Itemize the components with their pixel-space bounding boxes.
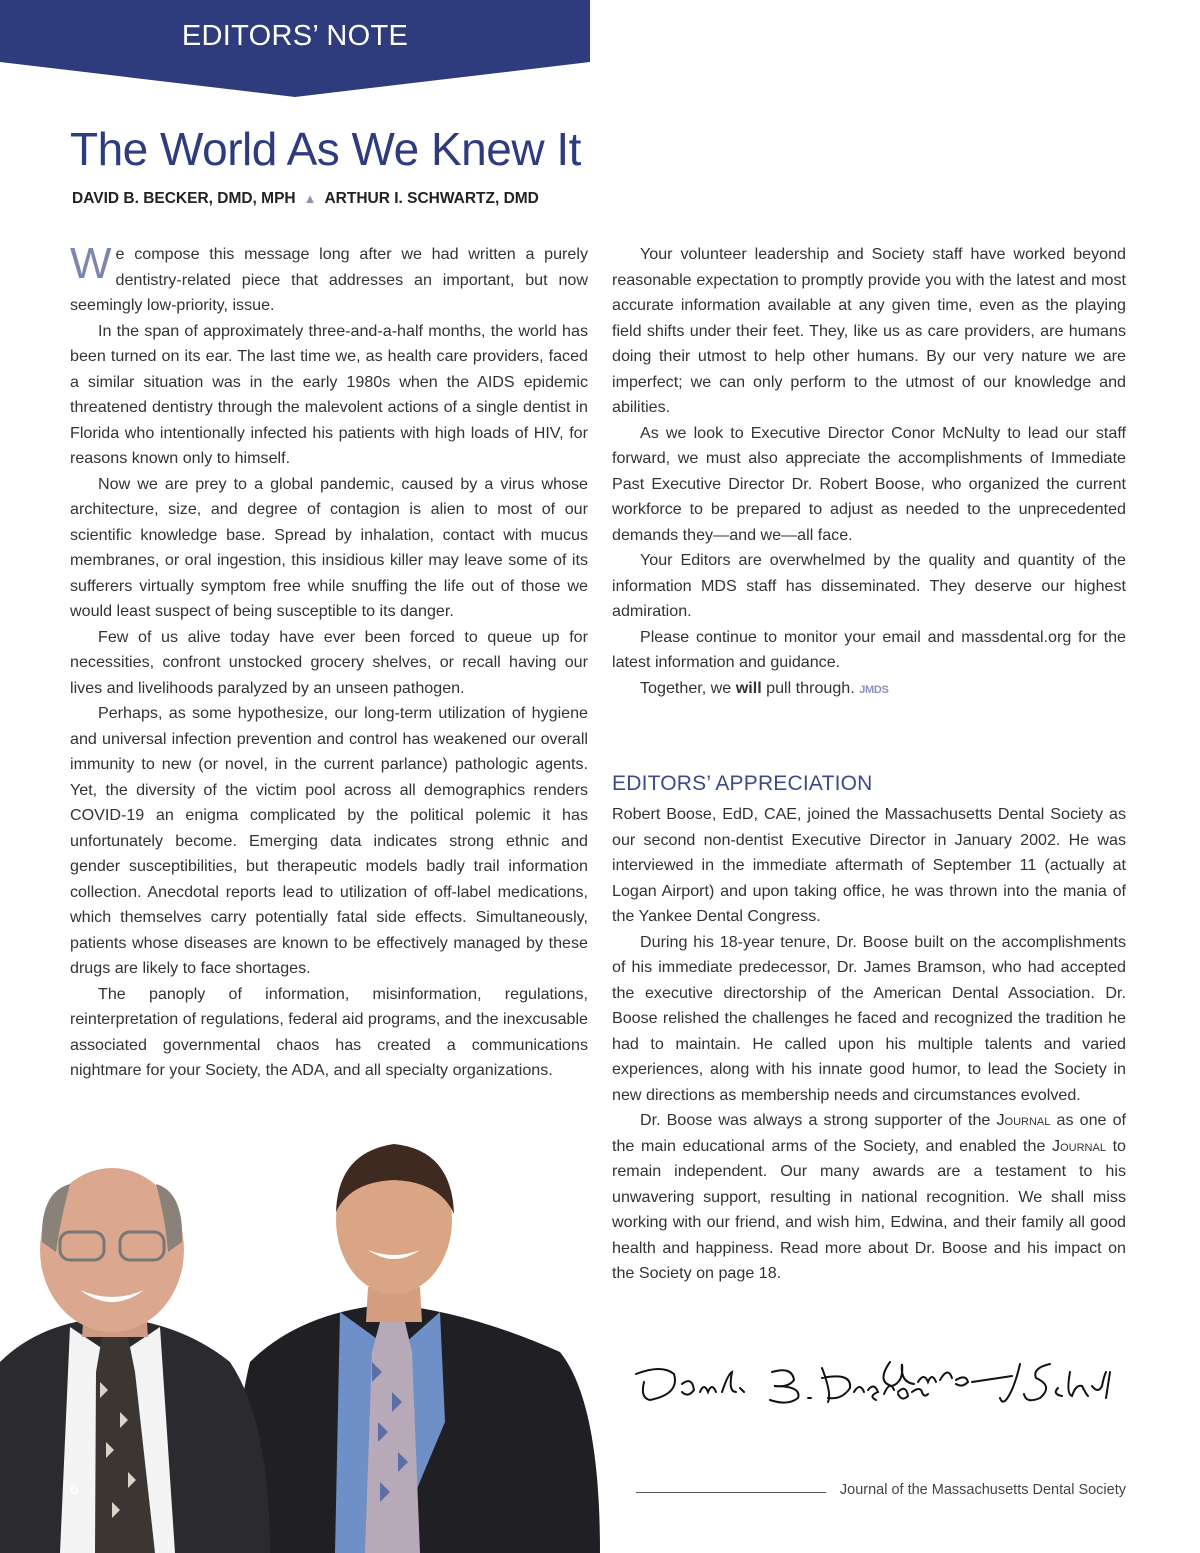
editor-signatures bbox=[622, 1342, 1112, 1422]
editor-photo-left bbox=[0, 1168, 270, 1553]
paragraph: Dr. Boose was always a strong supporter of the Journal as one of the main educational arms of the Society, and enabled the Journal to remain independent. Our many awards are a testament to his unwavering support, resulting in national recognition. We shall miss working with our friend, and wish him, Edwina, and their family all good health and happiness. Read more about Dr. Boose and his impact on the Society on page 18. bbox=[612, 1111, 1127, 1282]
paragraph: Perhaps, as some hypothesize, our long-term utilization of hygiene and universal infection prevention and control has weakened our overall immunity to new (or novel, in the current parlance) pathologic agents. Yet, the diversity of the victim pool across all demographics renders COVID-19 an enigma complicated by the political polemic it has unfortunately become. Emerging data indicates strong ethnic and gender susceptibilities, but therapeutic models badly trail information collection. Anecdotal reports lead to utilization of off-label medications, which themselves carry potentially fatal side effects. Simultaneously, patients whose diseases are known to be effectively managed by these drugs are likely to face shortages. bbox=[70, 704, 588, 977]
paragraph: In the span of approximately three-and-a-half months, the world has been turned on its ear. The last time we, as health care providers, faced a similar situation was in the early 1980s when the AIDS epidemic threatened dentistry through the malevolent actions of a single dentist in Florida who intentionally infected his patients with high loads of HIV, for reasons known only to himself. bbox=[70, 321, 588, 467]
paragraph: Now we are prey to a global pandemic, caused by a virus whose architecture, size, and degree of contagion is alien to most of our scientific knowledge base. Spread by inhalation, contact with mucus membranes, or oral ingestion, this insidious killer may leave some of its sufferers virtually symptom free while snuffing the life out of those we would least suspect of being susceptible to its danger. bbox=[70, 474, 588, 620]
paragraph: As we look to Executive Director Conor McNulty to lead our staff forward, we must also appreciate the accomplishments of Immediate Past Executive Director Dr. Robert Boose, who organized the current workforce to be prepared to adjust as needed to the unprecedented demands they—and we—all face. bbox=[612, 423, 1126, 544]
section-banner bbox=[0, 0, 590, 97]
closing-paragraph: Together, we will pull through. JMDS bbox=[640, 678, 889, 697]
editor-photo-right bbox=[237, 1144, 600, 1553]
paragraph: Please continue to monitor your email and massdental.org for the latest information and guidance. bbox=[612, 627, 1126, 671]
drop-cap: W bbox=[70, 239, 112, 288]
author-2: ARTHUR I. SCHWARTZ, DMD bbox=[324, 190, 539, 207]
paragraph: We compose this message long after we had written a purely dentistry-related piece that addresses an important, but now seemingly low-priority, issue. bbox=[70, 239, 588, 314]
article-column-right bbox=[612, 242, 1126, 703]
paragraph: Robert Boose, EdD, CAE, joined the Massachusetts Dental Society as our second non-dentist Executive Director in January 2002. He was interviewed in the immediate aftermath of September 11 (actually at Logan Airport) and upon taking office, he was thrown into the mania of the Yankee Dental Congress. bbox=[612, 805, 1126, 925]
appreciation-column bbox=[612, 802, 1126, 1287]
signature-schwartz bbox=[883, 1362, 1110, 1402]
article-title: The World As We Knew It bbox=[70, 123, 581, 175]
page-number: 6 bbox=[70, 1482, 79, 1498]
author-1: DAVID B. BECKER, DMD, MPH bbox=[72, 190, 296, 207]
paragraph: The panoply of information, misinformation, regulations, reinterpretation of regulations, federal aid programs, and the inexcusable associated governmental chaos has created a communications nightmare for your Society, the ADA, and all specialty organizations. bbox=[70, 984, 588, 1079]
separator-triangle-icon: ▲ bbox=[303, 191, 317, 206]
paragraph: Few of us alive today have ever been forced to queue up for necessities, confront unstocked grocery shelves, or recall having our lives and livelihoods paralyzed by an unseen pathogen. bbox=[70, 627, 588, 697]
paragraph: During his 18-year tenure, Dr. Boose built on the accomplishments of his immediate predecessor, Dr. James Bramson, who had accepted the executive directorship of the American Dental Association. Dr. Boose relished the challenges he faced and recognized the tradition he had to maintain. He called upon his multiple talents and varied experiences, along with his innate good humor, to lead the Society in new directions as membership needs and circumstances evolved. bbox=[612, 932, 1126, 1104]
jmds-end-mark: JMDS bbox=[859, 683, 889, 696]
byline bbox=[72, 190, 539, 208]
banner-label: EDITORS’ NOTE bbox=[181, 20, 409, 52]
editors-photo bbox=[0, 1122, 600, 1553]
appreciation-heading: EDITORS’ APPRECIATION bbox=[612, 772, 873, 795]
footer-journal-name: Journal of the Massachusetts Dental Society bbox=[839, 1482, 1126, 1498]
footer-rule bbox=[636, 1492, 826, 1493]
paragraph: Your Editors are overwhelmed by the quality and quantity of the information MDS staff has disseminated. They deserve our highest admiration. bbox=[612, 551, 1126, 620]
article-column-left bbox=[70, 239, 588, 1084]
paragraph: Your volunteer leadership and Society staff have worked beyond reasonable expectation to promptly provide you with the latest and most accurate information available at any given time, even as the playing field shifts under their feet. They, like us as care providers, are humans doing their utmost to help other humans. By our very nature we are imperfect; we can only perform to the utmost of our knowledge and abilities. bbox=[612, 245, 1126, 416]
